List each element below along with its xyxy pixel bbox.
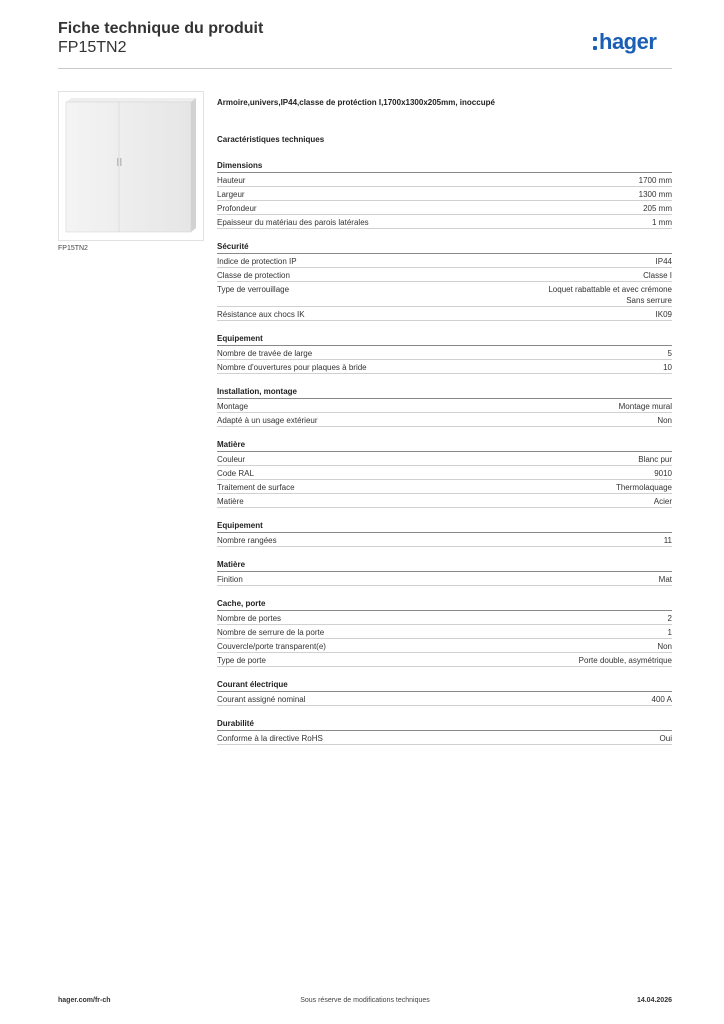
spec-value-line: Acier (653, 497, 672, 506)
spec-label: Hauteur (217, 176, 246, 185)
spec-group-title: Cache, porte (217, 597, 672, 611)
section-title: Caractéristiques techniques (217, 135, 325, 144)
spec-value-line: 2 (667, 614, 672, 623)
spec-label: Conforme à la directive RoHS (217, 734, 323, 743)
spec-row (217, 360, 672, 374)
spec-label: Nombre rangées (217, 536, 277, 545)
specifications (217, 96, 672, 745)
spec-value (659, 574, 672, 585)
spec-value (657, 641, 672, 652)
spec-label: Couvercle/porte transparent(e) (217, 642, 326, 651)
spec-group (217, 597, 672, 667)
spec-row (217, 731, 672, 745)
spec-row (217, 346, 672, 360)
spec-value (660, 733, 672, 744)
spec-label: Traitement de surface (217, 483, 295, 492)
spec-label: Matière (217, 497, 244, 506)
spec-label: Profondeur (217, 204, 257, 213)
hager-logo (593, 27, 656, 57)
spec-label: Courant assigné nominal (217, 695, 306, 704)
spec-value-line: Montage mural (618, 402, 672, 411)
product-description: Armoire,univers,IP44,classe de protéction I,1700x1300x205mm, inoccupé (217, 98, 495, 107)
spec-label: Nombre de portes (217, 614, 282, 623)
brand-name: hager (599, 29, 657, 54)
spec-row (217, 572, 672, 586)
spec-value (668, 348, 672, 359)
spec-value-line: Non (657, 416, 672, 425)
spec-label: Montage (217, 402, 249, 411)
spec-value (652, 694, 672, 705)
spec-value-line: 11 (663, 536, 672, 545)
header-divider (58, 68, 672, 69)
spec-group (217, 159, 672, 229)
image-caption: FP15TN2 (58, 245, 88, 252)
spec-group-title: Matière (217, 558, 672, 572)
spec-group-title: Durabilité (217, 717, 672, 731)
spec-value-line: Thermolaquage (615, 483, 672, 492)
spec-row (217, 215, 672, 229)
spec-value-line: 1 mm (652, 218, 672, 227)
spec-row (217, 452, 672, 466)
spec-value-line: 9010 (654, 469, 672, 478)
logo-dots-icon (593, 37, 597, 50)
spec-label: Code RAL (217, 469, 254, 478)
spec-label: Nombre d'ouvertures pour plaques à bride (217, 363, 367, 372)
spec-row (217, 187, 672, 201)
spec-row (217, 533, 672, 547)
product-reference: FP15TN2 (58, 39, 127, 56)
spec-label: Résistance aux chocs IK (217, 310, 305, 319)
footer-website[interactable]: hager.com/fr-ch (58, 997, 111, 1004)
spec-label: Finition (217, 575, 243, 584)
spec-row (217, 611, 672, 625)
spec-value (548, 284, 672, 306)
spec-group-title: Equipement (217, 519, 672, 533)
spec-value-line: Blanc pur (638, 455, 672, 464)
spec-value (668, 627, 672, 638)
spec-label: Epaisseur du matériau des parois latérales (217, 218, 369, 227)
spec-group-title: Courant électrique (217, 678, 672, 692)
spec-value-line: 400 A (651, 695, 672, 704)
spec-label: Couleur (217, 455, 246, 464)
spec-value-line: Loquet rabattable et avec crémone (548, 285, 672, 294)
spec-value-line: 1700 mm (638, 176, 672, 185)
spec-label: Type de verrouillage (217, 285, 290, 294)
spec-value-line: 10 (663, 363, 672, 372)
spec-value (619, 401, 672, 412)
spec-value (654, 468, 672, 479)
spec-value-line: Porte double, asymétrique (578, 656, 672, 665)
spec-value-line: Non (657, 642, 672, 651)
spec-row (217, 173, 672, 187)
spec-value-line: 1300 mm (638, 190, 672, 199)
spec-group (217, 519, 672, 547)
spec-group-title: Sécurité (217, 240, 672, 254)
spec-row (217, 254, 672, 268)
spec-value (654, 496, 672, 507)
spec-value-line: IK09 (655, 310, 672, 319)
spec-label: Indice de protection IP (217, 257, 297, 266)
spec-row (217, 282, 672, 307)
spec-value (652, 217, 672, 228)
spec-group (217, 332, 672, 374)
spec-value (656, 256, 672, 267)
spec-row (217, 413, 672, 427)
spec-value (656, 309, 672, 320)
spec-value (664, 535, 672, 546)
spec-label: Largeur (217, 190, 245, 199)
spec-value (643, 270, 672, 281)
spec-row (217, 307, 672, 321)
spec-label: Type de porte (217, 656, 266, 665)
spec-row (217, 692, 672, 706)
spec-group (217, 240, 672, 321)
spec-value (579, 655, 672, 666)
spec-group-title: Dimensions (217, 159, 672, 173)
spec-value-line: 1 (667, 628, 672, 637)
spec-row (217, 480, 672, 494)
spec-group (217, 385, 672, 427)
spec-groups (217, 159, 672, 745)
spec-value (663, 362, 672, 373)
footer-date: 14.04.2026 (636, 997, 672, 1004)
cabinet-illustration-icon (59, 92, 203, 240)
spec-row (217, 399, 672, 413)
spec-label: Classe de protection (217, 271, 290, 280)
spec-row (217, 625, 672, 639)
spec-group (217, 717, 672, 745)
spec-value (638, 454, 672, 465)
spec-row (217, 466, 672, 480)
spec-value (668, 613, 672, 624)
spec-value-line: Classe I (643, 271, 672, 280)
spec-row (217, 201, 672, 215)
spec-value-line: Mat (658, 575, 672, 584)
spec-group-title: Installation, montage (217, 385, 672, 399)
page-title: Fiche technique du produit (58, 20, 264, 37)
spec-group (217, 558, 672, 586)
spec-value (639, 189, 672, 200)
product-image (58, 91, 204, 241)
spec-value (657, 415, 672, 426)
spec-row (217, 268, 672, 282)
spec-value-line: IP44 (655, 257, 672, 266)
spec-label: Adapté à un usage extérieur (217, 416, 318, 425)
spec-group (217, 438, 672, 508)
spec-value (616, 482, 672, 493)
spec-group (217, 678, 672, 706)
spec-label: Nombre de travée de large (217, 349, 313, 358)
spec-value-line: Oui (659, 734, 672, 743)
spec-row (217, 494, 672, 508)
spec-value-line: 5 (667, 349, 672, 358)
spec-row (217, 639, 672, 653)
spec-group-title: Matière (217, 438, 672, 452)
spec-value-line: Sans serrure (626, 296, 672, 305)
spec-value-line: 205 mm (643, 204, 672, 213)
spec-value (643, 203, 672, 214)
spec-label: Nombre de serrure de la porte (217, 628, 325, 637)
spec-value (639, 175, 672, 186)
spec-row (217, 653, 672, 667)
spec-group-title: Equipement (217, 332, 672, 346)
footer-disclaimer: Sous réserve de modifications techniques (300, 997, 430, 1004)
